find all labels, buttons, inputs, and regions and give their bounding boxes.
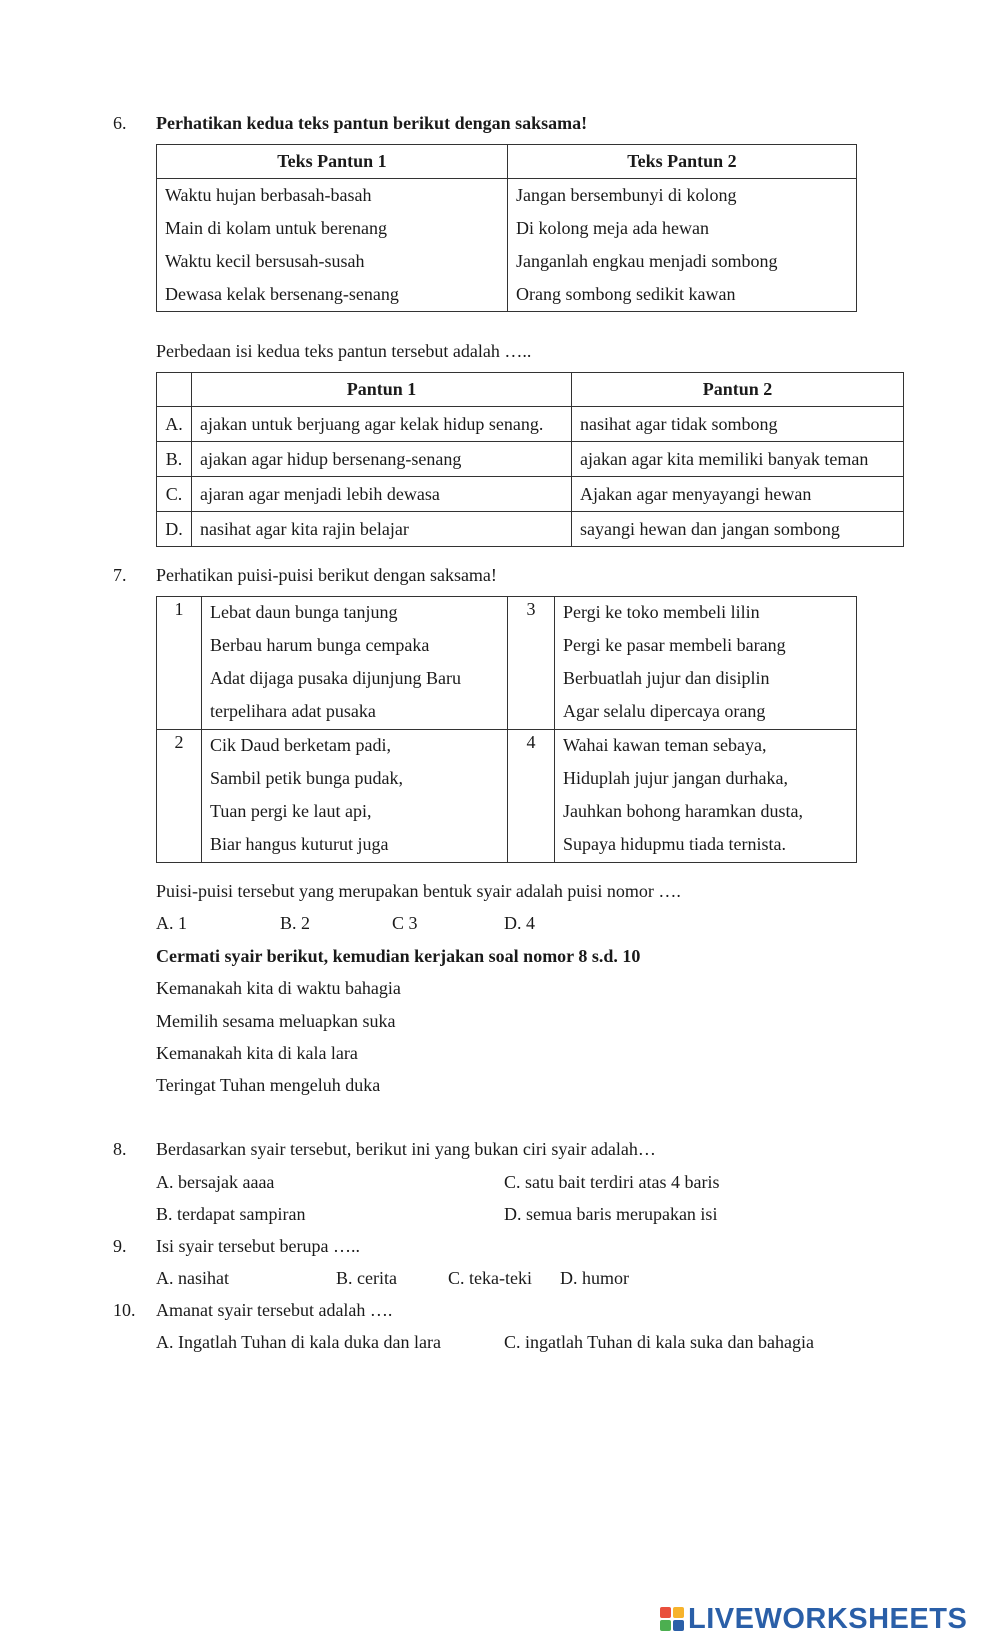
poem-text	[202, 597, 508, 730]
brand-name: LIVEWORKSHEETS	[688, 1602, 968, 1635]
poem-line: Berbau harum bunga cempaka	[210, 635, 430, 655]
option-row-a[interactable]	[157, 407, 904, 442]
q9-option-b[interactable]: B. cerita	[336, 1268, 397, 1288]
q7-question: Puisi-puisi tersebut yang merupakan bentuk syair adalah puisi nomor ….	[156, 881, 681, 901]
q9-option-c[interactable]: C. teka-teki	[448, 1268, 532, 1288]
syair-line: Kemanakah kita di kala lara	[156, 1043, 358, 1063]
pantun-1-text	[157, 179, 508, 312]
logo-square-icon	[660, 1607, 671, 1618]
pantun-2-line: Jangan bersembunyi di kolong	[516, 185, 737, 205]
pantun-1-line: Waktu kecil bersusah-susah	[165, 251, 365, 271]
logo-square-icon	[673, 1620, 684, 1631]
q9-question: Isi syair tersebut berupa …..	[156, 1236, 360, 1256]
option-pantun-1: nasihat agar kita rajin belajar	[192, 512, 572, 547]
q9-option-d[interactable]: D. humor	[560, 1268, 629, 1288]
q6-prompt: Perhatikan kedua teks pantun berikut dengan saksama!	[156, 113, 588, 133]
poem-line: Jauhkan bohong haramkan dusta,	[563, 801, 803, 821]
option-row-b[interactable]	[157, 442, 904, 477]
option-pantun-2: Ajakan agar menyayangi hewan	[572, 477, 904, 512]
poem-line: Cik Daud berketam padi,	[210, 735, 391, 755]
option-pantun-1: ajakan untuk berjuang agar kelak hidup senang.	[192, 407, 572, 442]
poem-line: Lebat daun bunga tanjung	[210, 602, 398, 622]
poem-text	[555, 597, 857, 730]
poem-line: Supaya hidupmu tiada ternista.	[563, 834, 786, 854]
liveworksheets-logo-icon	[660, 1607, 684, 1631]
q8-option-b[interactable]: B. terdapat sampiran	[156, 1204, 306, 1224]
pantun-2-line: Janganlah engkau menjadi sombong	[516, 251, 778, 271]
q10-question: Amanat syair tersebut adalah ….	[156, 1300, 393, 1320]
syair-line: Kemanakah kita di waktu bahagia	[156, 978, 401, 998]
q7-number: 7.	[113, 565, 127, 585]
q8-number: 8.	[113, 1139, 127, 1159]
syair-line: Teringat Tuhan mengeluh duka	[156, 1075, 381, 1095]
poem-text	[555, 730, 857, 863]
pantun-1-line: Waktu hujan berbasah-basah	[165, 185, 372, 205]
pantun-header-2: Teks Pantun 2	[508, 145, 857, 179]
q10-option-c[interactable]: C. ingatlah Tuhan di kala suka dan bahagia	[504, 1332, 814, 1352]
option-letter: C.	[157, 477, 192, 512]
q9-option-a[interactable]: A. nasihat	[156, 1268, 229, 1288]
liveworksheets-logo	[660, 1603, 967, 1635]
q8-option-a[interactable]: A. bersajak aaaa	[156, 1172, 275, 1192]
poem-number: 2	[157, 730, 202, 863]
q8-option-d[interactable]: D. semua baris merupakan isi	[504, 1204, 718, 1224]
options-table	[156, 372, 904, 547]
q6-question: Perbedaan isi kedua teks pantun tersebut adalah …..	[156, 341, 532, 361]
option-letter: B.	[157, 442, 192, 477]
poem-line: Biar hangus kuturut juga	[210, 834, 389, 854]
poem-text	[202, 730, 508, 863]
logo-square-icon	[660, 1620, 671, 1631]
q7-option-b[interactable]: B. 2	[280, 913, 311, 933]
poem-line: Pergi ke pasar membeli barang	[563, 635, 786, 655]
poem-line: Adat dijaga pusaka dijunjung Baru	[210, 668, 461, 688]
option-row-d[interactable]	[157, 512, 904, 547]
q10-option-a[interactable]: A. Ingatlah Tuhan di kala duka dan lara	[156, 1332, 441, 1352]
logo-square-icon	[673, 1607, 684, 1618]
poem-line: Sambil petik bunga pudak,	[210, 768, 403, 788]
poem-line: Pergi ke toko membeli lilin	[563, 602, 760, 622]
pantun-table	[156, 144, 857, 312]
option-row-c[interactable]	[157, 477, 904, 512]
pantun-2-line: Orang sombong sedikit kawan	[516, 284, 736, 304]
options-header-1: Pantun 1	[192, 373, 572, 407]
q7-option-a[interactable]: A. 1	[156, 913, 187, 933]
options-header-2: Pantun 2	[572, 373, 904, 407]
q7-option-d[interactable]: D. 4	[504, 913, 535, 933]
syair-line: Memilih sesama meluapkan suka	[156, 1011, 396, 1031]
q6-number: 6.	[113, 113, 127, 133]
q10-number: 10.	[113, 1300, 136, 1320]
poem-line: Wahai kawan teman sebaya,	[563, 735, 767, 755]
option-pantun-2: sayangi hewan dan jangan sombong	[572, 512, 904, 547]
syair-instruction: Cermati syair berikut, kemudian kerjakan soal nomor 8 s.d. 10	[156, 946, 641, 966]
pantun-header-1: Teks Pantun 1	[157, 145, 508, 179]
pantun-2-text	[508, 179, 857, 312]
option-pantun-1: ajaran agar menjadi lebih dewasa	[192, 477, 572, 512]
option-pantun-2: nasihat agar tidak sombong	[572, 407, 904, 442]
option-pantun-2: ajakan agar kita memiliki banyak teman	[572, 442, 904, 477]
q9-number: 9.	[113, 1236, 127, 1256]
poem-number: 4	[508, 730, 555, 863]
pantun-1-line: Dewasa kelak bersenang-senang	[165, 284, 399, 304]
options-header-blank	[157, 373, 192, 407]
q7-prompt: Perhatikan puisi-puisi berikut dengan saksama!	[156, 565, 497, 585]
poem-line: Tuan pergi ke laut api,	[210, 801, 372, 821]
poem-line: Hiduplah jujur jangan durhaka,	[563, 768, 788, 788]
pantun-1-line: Main di kolam untuk berenang	[165, 218, 387, 238]
option-letter: D.	[157, 512, 192, 547]
poem-line: terpelihara adat pusaka	[210, 701, 376, 721]
pantun-2-line: Di kolong meja ada hewan	[516, 218, 709, 238]
poem-number: 3	[508, 597, 555, 730]
option-letter: A.	[157, 407, 192, 442]
option-pantun-1: ajakan agar hidup bersenang-senang	[192, 442, 572, 477]
q7-option-c[interactable]: C 3	[392, 913, 418, 933]
poems-table	[156, 596, 857, 863]
poem-line: Berbuatlah jujur dan disiplin	[563, 668, 770, 688]
q8-option-c[interactable]: C. satu bait terdiri atas 4 baris	[504, 1172, 720, 1192]
q8-question: Berdasarkan syair tersebut, berikut ini yang bukan ciri syair adalah…	[156, 1139, 656, 1159]
poem-number: 1	[157, 597, 202, 730]
poem-line: Agar selalu dipercaya orang	[563, 701, 766, 721]
